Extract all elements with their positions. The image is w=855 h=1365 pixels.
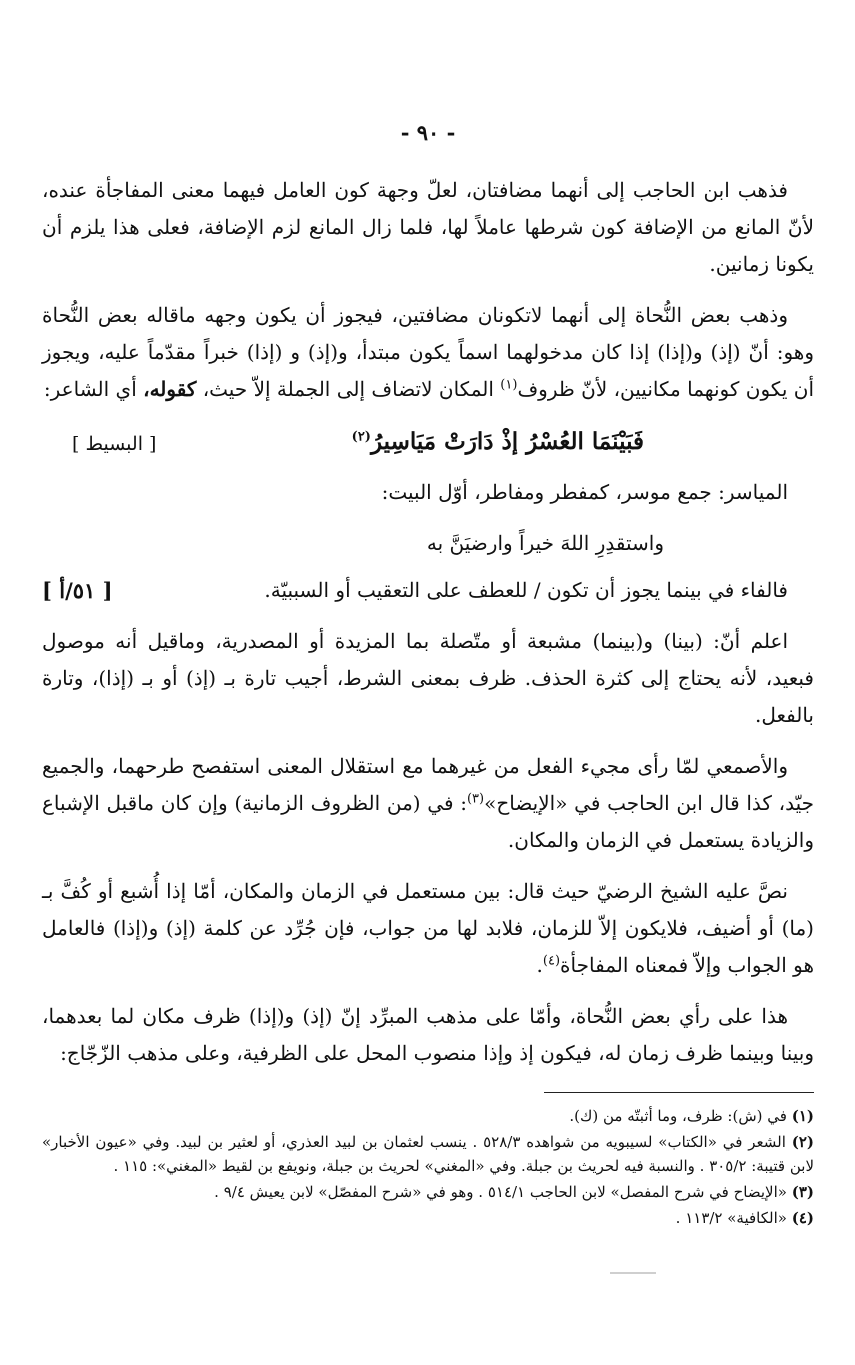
footnote-3 (42, 1180, 814, 1204)
main-text (42, 172, 814, 1086)
footnote-4-text: «الكافية» ١١٣/٢ . (675, 1209, 787, 1227)
footnote-4 (42, 1206, 814, 1230)
footnote-1 (42, 1104, 814, 1128)
verse-line (42, 422, 814, 466)
footnote-3-text: «الإيضاح في شرح المفصل» لابن الحاجب ٥١٤/١ . وهو في «شرح المفصّل» لابن يعيش ٩/٤ . (214, 1183, 787, 1201)
footnote-3-mark: (٣) (791, 1183, 814, 1201)
verse-text: فَبَيْنَمَا العُسْرُ إذْ دَارَتْ مَيَاسِيرُ (370, 428, 644, 455)
footnote-2-text: الشعر في «الكتاب» لسيبويه من شواهده ٥٢٨/٣ . ينسب لعثمان بن لبيد العذري، أو لعثير بن لبيد. وفي «عيون الأخبار» لابن قتيبة: ٣٠٥/٢ . والنسبة فيه لحريث بن جبلة. وفي «المغني» لحريث بن جبلة، ونويفع بن لقيط «المغني»: ١١٥ . (42, 1133, 814, 1175)
paragraph-2-text-c: أي الشاعر: (43, 377, 144, 401)
paragraph-6 (42, 748, 814, 859)
paragraph-2 (42, 297, 814, 408)
footnote-ref-1: (١) (500, 377, 518, 393)
page-number: - ٩٠ - (400, 120, 456, 145)
paragraph-2-bold-phrase: كقوله، (143, 377, 197, 401)
paragraph-7-text-a: نصَّ عليه الشيخ الرضيّ حيث قال: بين مستعمل في الزمان والمكان، أمّا إذا أُشبع أو كُفَّ بـ (ما) أو أضيف، فلايكون إلاّ للزمان، فلابد لها من جواب، فإن جُرِّد عن كلمة (إذ) و(إذا) فالعامل هو الجواب وإلاّ فمعناه المفاجأة (42, 879, 814, 977)
document-page (42, 0, 814, 1365)
paragraph-2-text-a: وذهب بعض النُّحاة إلى أنهما لاتكونان مضافتين، فيجوز أن يكون وجهه ماقاله بعض النُّحاة وهو: أنّ (إذ) و(إذا) إذا كان مدخولهما اسماً يكون مبتدأ، و(إذ) و (إذا) خبراً مقدّماً عليه، ويجوز أن يكون كونهما مكانيين، لأنّ ظروف (42, 303, 814, 401)
footnote-2 (42, 1130, 814, 1178)
paragraph-2-text-b: المكان لاتضاف إلى الجملة إلاّ حيث، (196, 377, 501, 401)
paragraph-7 (42, 873, 814, 984)
footnote-1-text: في (ش): ظرف، وما أثبتّه من (ك). (569, 1107, 787, 1125)
footnote-1-mark: (١) (791, 1107, 814, 1125)
paragraph-6-text-a: والأصمعي لمّا رأى مجيء الفعل من غيرهما مع استقلال المعنى استفصح طرحهما، والجميع جيّد، كذا قال ابن الحاجب في «الإيضاح» (42, 754, 814, 815)
poetic-meter-label: [ البسيط ] (72, 433, 157, 455)
verse-hemistich: واستقدِرِ اللهَ خيراً وارضيَنَّ به (426, 531, 664, 555)
poetry-verse (352, 422, 644, 462)
paragraph-4: فالفاء في بينما يجوز أن تكون / للعطف على التعقيب أو السببيّة. (264, 578, 788, 602)
footnote-2-mark: (٢) (791, 1133, 814, 1151)
paragraph-3: المياسر: جمع موسر، كمفطر ومفاطر، أوّل البيت: (381, 480, 788, 504)
paragraph-1: فذهب ابن الحاجب إلى أنهما مضافتان، لعلّ وجهة كون العامل فيهما معنى المفاجأة عنده، لأنّ المانع من الإضافة كون شرطها عاملاً لها، فلما زال المانع لزم الإضافة، فعلى هذا يلزم أن يكونا زمانين. (42, 178, 814, 276)
footnote-ref-4: (٤) (542, 953, 561, 969)
paragraph-5: اعلم أنّ: (بينا) و(بينما) مشبعة أو متّصلة بما المزيدة أو المصدرية، وماقيل أنه موصول فبعيد، لأنه يحتاج إلى كثرة الحذف. ظرف بمعنى الشرط، أجيب تارة بـ (إذ) أو بـ (إذا)، وتارة بالفعل. (42, 629, 814, 727)
footnote-4-mark: (٤) (791, 1209, 814, 1227)
scan-smudge (610, 1272, 656, 1274)
manuscript-folio-marker: [ ٥١/أ ] (42, 578, 113, 603)
paragraph-7-text-b: . (536, 953, 543, 977)
footnote-ref-3: (٣) (466, 791, 485, 807)
footnotes (42, 1104, 814, 1232)
folio-line (42, 572, 814, 609)
paragraph-6-text-b: : في (من الظروف الزمانية) وإن كان ماقبل الإشباع والزيادة يستعمل في الزمان والمكان. (42, 791, 814, 852)
footnote-divider (544, 1092, 814, 1093)
paragraph-8: هذا على رأي بعض النُّحاة، وأمّا على مذهب المبرِّد إنّ (إذ) و(إذا) ظرف مكان لما بعدهما، وبينا وبينما ظرف زمان له، فيكون إذ وإذا منصوب المحل على الظرفية، وعلى مذهب الزّجّاج: (42, 1004, 814, 1065)
footnote-ref-2: (٢) (351, 429, 371, 445)
